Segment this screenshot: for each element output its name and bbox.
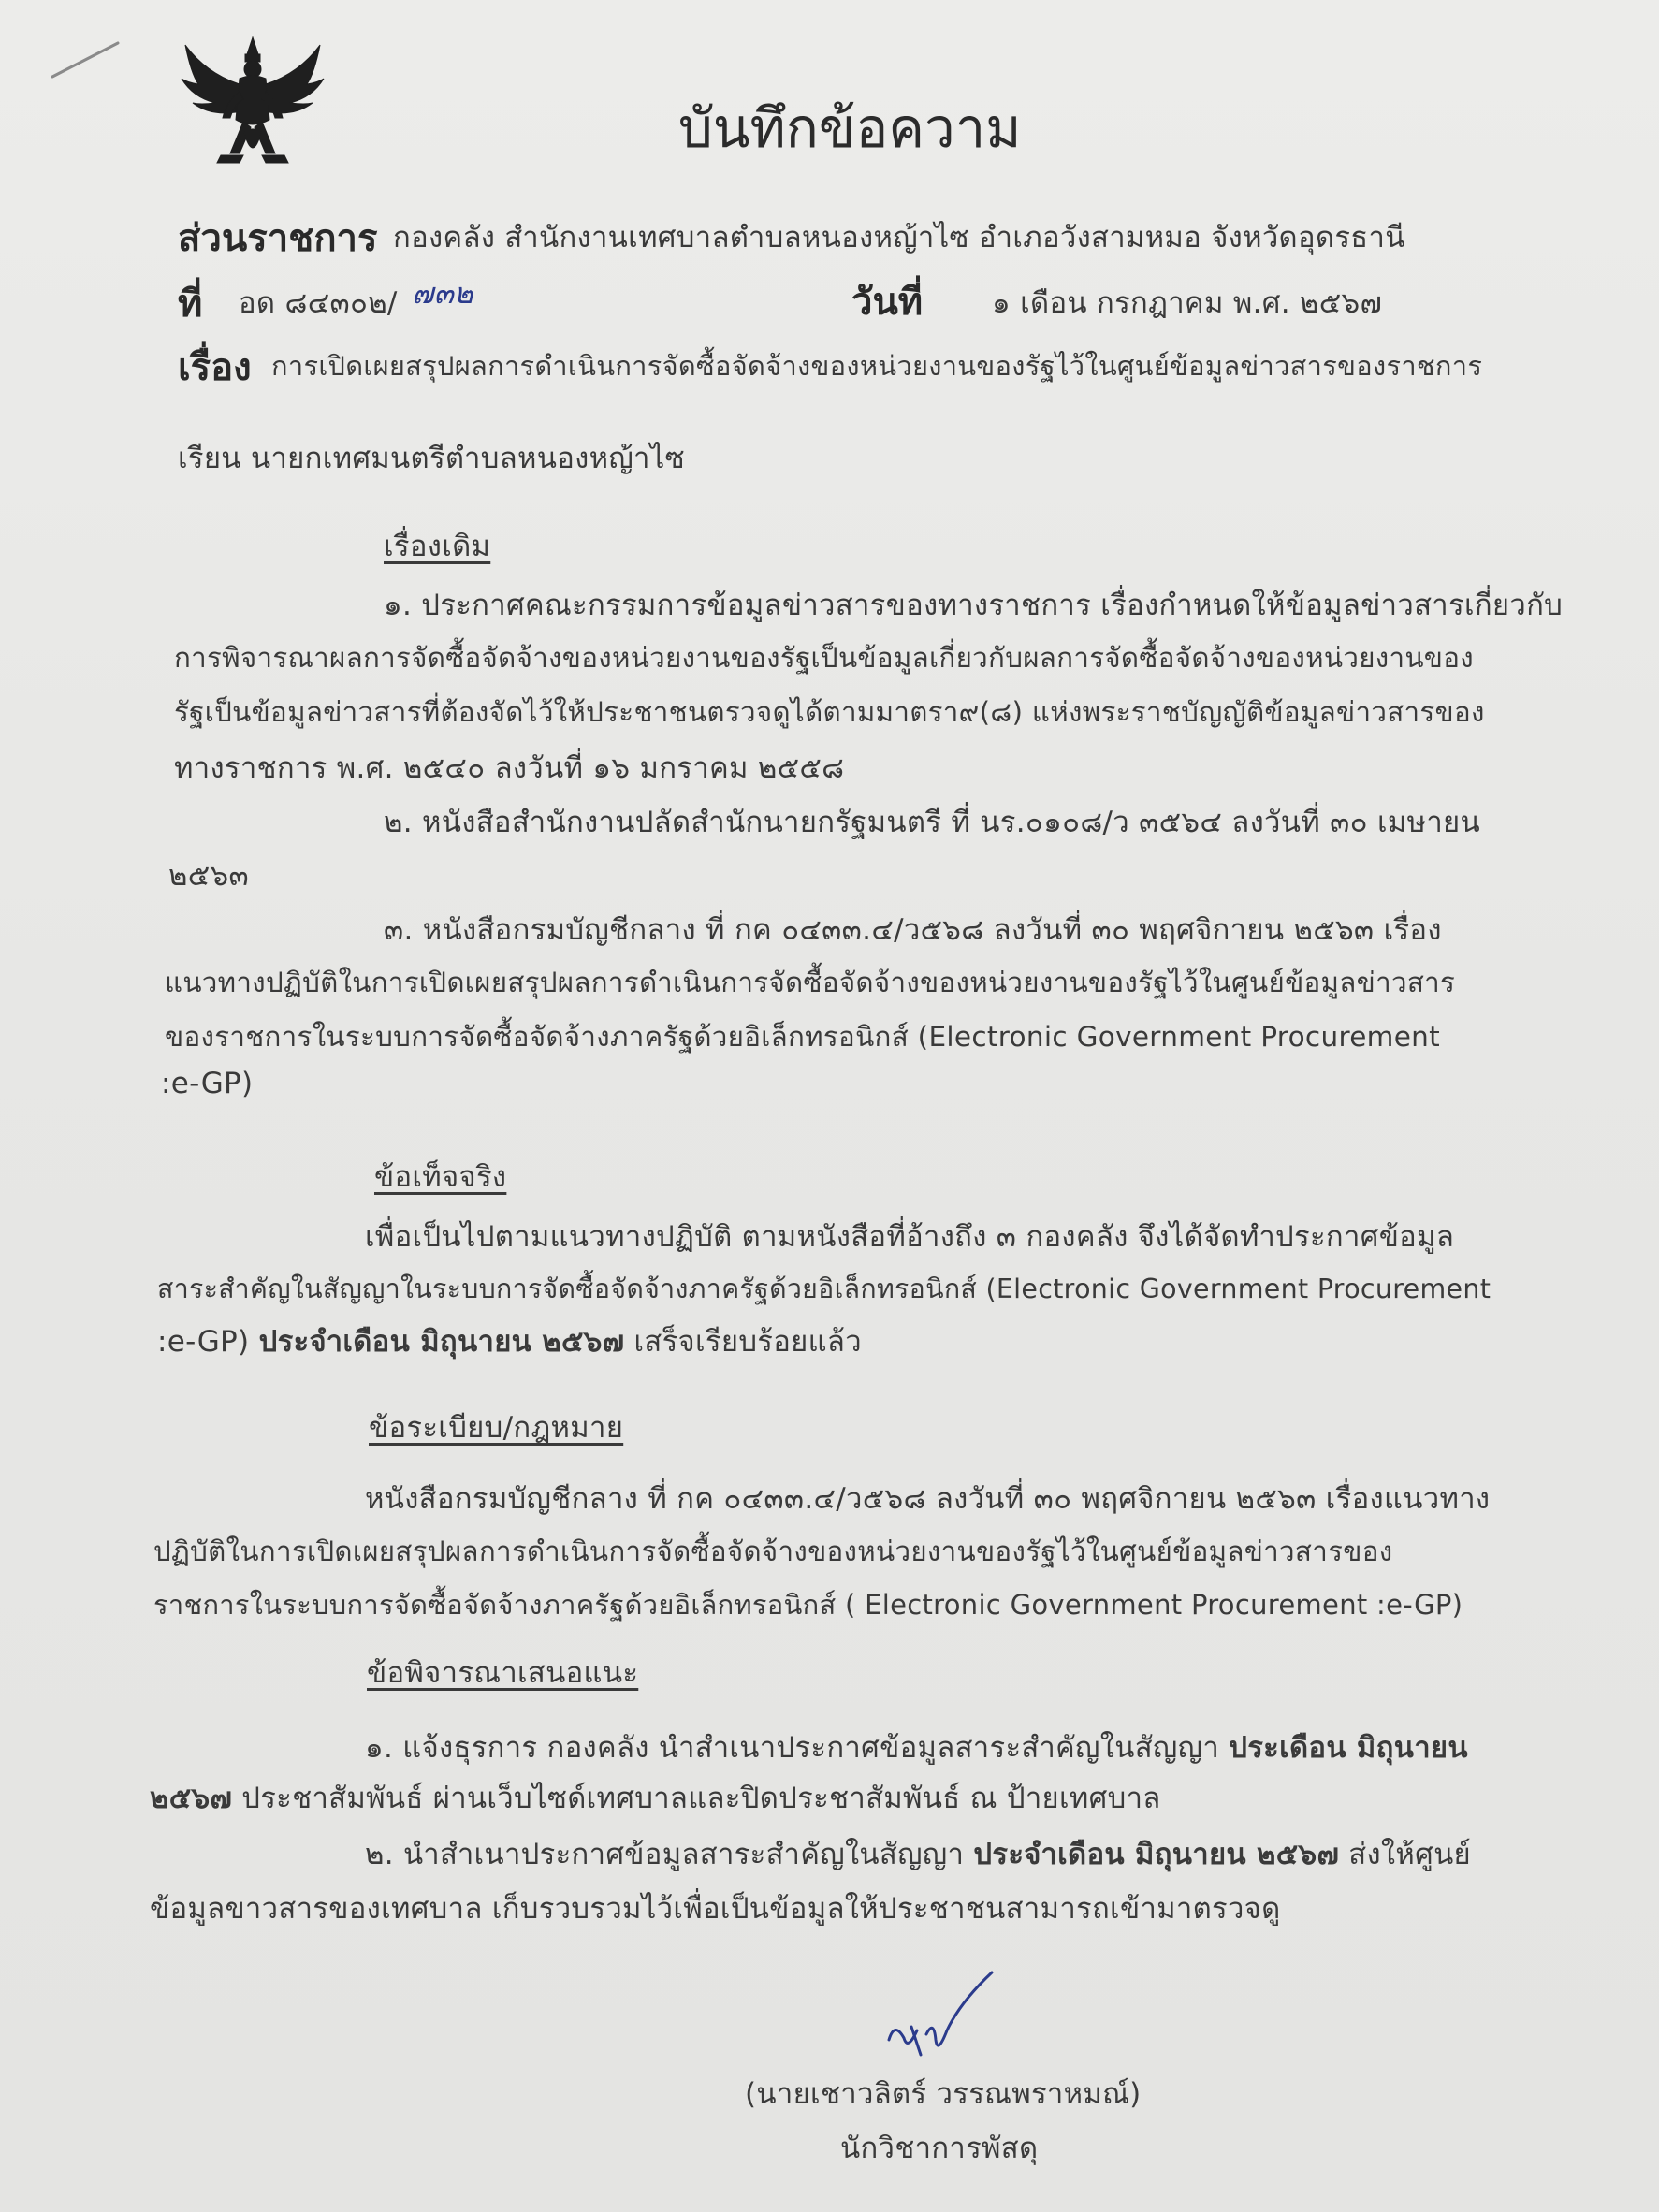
rec-item1-start: ๑. แจ้งธุรการ กองคลัง นำสำเนาประกาศข้อมูลสาระสำคัญในสัญญา xyxy=(365,1731,1230,1765)
recommendations-item2-line2: ข้อมูลขาวสารของเทศบาล เก็บรวบรวมไว้เพื่อเป็นข้อมูลให้ประชาชนสามารถเข้ามาตรวจดู xyxy=(150,1892,1281,1926)
facts-heading: ข้อเท็จจริง xyxy=(374,1160,507,1194)
date-label: วันที่ xyxy=(851,281,924,324)
background-item3-line4: :e-GP) xyxy=(161,1067,254,1100)
reference-value: อด ๘๔๓๐๒/ xyxy=(239,286,398,320)
facts-line3-bold: ประจำเดือน มิถุนายน ๒๕๖๗ xyxy=(258,1325,625,1359)
background-item1-line1: ๑. ประกาศคณะกรรมการข้อมูลข่าวสารของทางราชการ เรื่องกำหนดให้ข้อมูลข่าวสารเกี่ยวกับ xyxy=(384,589,1564,622)
facts-line3 xyxy=(157,1317,862,1364)
facts-line1: เพื่อเป็นไปตามแนวทางปฏิบัติ ตามหนังสือที่อ้างถึง ๓ กองคลัง จึงได้จัดทำประกาศข้อมูล xyxy=(365,1220,1455,1254)
regulations-line2: ปฏิบัติในการเปิดเผยสรุปผลการดำเนินการจัดซื้อจัดจ้างของหน่วยงานของรัฐไว้ในศูนย์ข้อมูลข่าวสารของ xyxy=(153,1535,1393,1567)
subject-value: การเปิดเผยสรุปผลการดำเนินการจัดซื้อจัดจ้างของหน่วยงานของรัฐไว้ในศูนย์ข้อมูลข่าวสารของราชการ xyxy=(271,350,1483,382)
background-item3-line1: ๓. หนังสือกรมบัญชีกลาง ที่ กค ๐๔๓๓.๔/ว๕๖๘ ลงวันที่ ๓๐ พฤศจิกายน ๒๕๖๓ เรื่อง xyxy=(384,913,1442,947)
facts-line3-end: เสร็จเรียบร้อยแล้ว xyxy=(624,1325,862,1359)
background-item1-line2: การพิจารณาผลการจัดซื้อจัดจ้างของหน่วยงานของรัฐเป็นข้อมูลเกี่ยวกับผลการจัดซื้อจัดจ้างของหน่วยงานของ xyxy=(174,642,1474,674)
regulations-line1: หนังสือกรมบัญชีกลาง ที่ กค ๐๔๓๓.๔/ว๕๖๘ ลงวันที่ ๓๐ พฤศจิกายน ๒๕๖๓ เรื่องแนวทาง xyxy=(365,1482,1491,1516)
background-heading: เรื่องเดิม xyxy=(384,530,491,563)
rec-item2-bold: ประจำเดือน มิถุนายน ๒๕๖๗ xyxy=(973,1838,1340,1871)
signatory-name: (นายเชาวลิตร์ วรรณพราหมณ์) xyxy=(745,2077,1142,2111)
department-value: กองคลัง สำนักงานเทศบาลตำบลหนองหญ้าไซ อำเภอวังสามหมอ จังหวัดอุดรธานี xyxy=(393,221,1405,255)
facts-line3-start: :e-GP) xyxy=(157,1325,259,1359)
background-item1-line3: รัฐเป็นข้อมูลข่าวสารที่ต้องจัดไว้ให้ประชาชนตรวจดูได้ตามมาตรา๙(๘) แห่งพระราชบัญญัติข้อมูลข่าวสารของ xyxy=(174,696,1485,728)
background-item3-line2: แนวทางปฏิบัติในการเปิดเผยสรุปผลการดำเนินการจัดซื้อจัดจ้างของหน่วยงานของรัฐไว้ในศูนย์ข้อมูลข่าวสาร xyxy=(165,967,1456,998)
reference-label: ที่ xyxy=(178,283,203,326)
rec-item1-line2-end: ประชาสัมพันธ์ ผ่านเว็บไซด์เทศบาลและปิดประชาสัมพันธ์ ณ ป้ายเทศบาล xyxy=(232,1782,1161,1815)
rec-item2-start: ๒. นำสำเนาประกาศข้อมูลสาระสำคัญในสัญญา xyxy=(365,1838,974,1871)
recommendations-item1-line2 xyxy=(150,1774,1161,1821)
reference-handwritten-number: ๗๓๒ xyxy=(412,277,473,311)
regulations-heading: ข้อระเบียบ/กฎหมาย xyxy=(369,1411,624,1445)
recommendations-item1-line1 xyxy=(365,1724,1468,1770)
department-label: ส่วนราชการ xyxy=(178,217,378,260)
regulations-line3: ราชการในระบบการจัดซื้อจัดจ้างภาครัฐด้วยอิเล็กทรอนิกส์ ( Electronic Government Procurement :e-GP) xyxy=(153,1589,1463,1621)
rec-item1-year-bold: ๒๕๖๗ xyxy=(150,1782,233,1815)
rec-item1-bold: ประเดือน มิถุนายน xyxy=(1229,1731,1468,1765)
garuda-emblem-icon xyxy=(178,36,327,176)
recommendations-heading: ข้อพิจารณาเสนอแนะ xyxy=(367,1656,639,1690)
facts-line2: สาระสำคัญในสัญญาในระบบการจัดซื้อจัดจ้างภาครัฐด้วยอิเล็กทรอนิกส์ (Electronic Government Procurement xyxy=(157,1273,1492,1304)
memo-title: บันทึกข้อความ xyxy=(678,96,1022,160)
subject-label: เรื่อง xyxy=(178,346,252,389)
date-value: ๑ เดือน กรกฎาคม พ.ศ. ๒๕๖๗ xyxy=(992,286,1383,320)
background-item2-line2: ๒๕๖๓ xyxy=(168,859,249,893)
background-item2-line1: ๒. หนังสือสำนักงานปลัดสำนักนายกรัฐมนตรี ที่ นร.๐๑๐๘/ว ๓๕๖๔ ลงวันที่ ๓๐ เมษายน xyxy=(384,806,1480,839)
pen-stroke-mark xyxy=(49,37,124,84)
rec-item2-end: ส่งให้ศูนย์ xyxy=(1339,1838,1472,1871)
handwritten-signature xyxy=(880,1965,1001,2068)
signatory-position: นักวิชาการพัสดุ xyxy=(840,2132,1039,2165)
background-item1-line4: ทางราชการ พ.ศ. ๒๕๔๐ ลงวันที่ ๑๖ มกราคม ๒๕๕๘ xyxy=(174,751,845,785)
salutation: เรียน นายกเทศมนตรีตำบลหนองหญ้าไซ xyxy=(178,442,685,475)
background-item3-line3: ของราชการในระบบการจัดซื้อจัดจ้างภาครัฐด้วยอิเล็กทรอนิกส์ (Electronic Government Procurement xyxy=(165,1021,1441,1053)
recommendations-item2-line1 xyxy=(365,1830,1471,1877)
